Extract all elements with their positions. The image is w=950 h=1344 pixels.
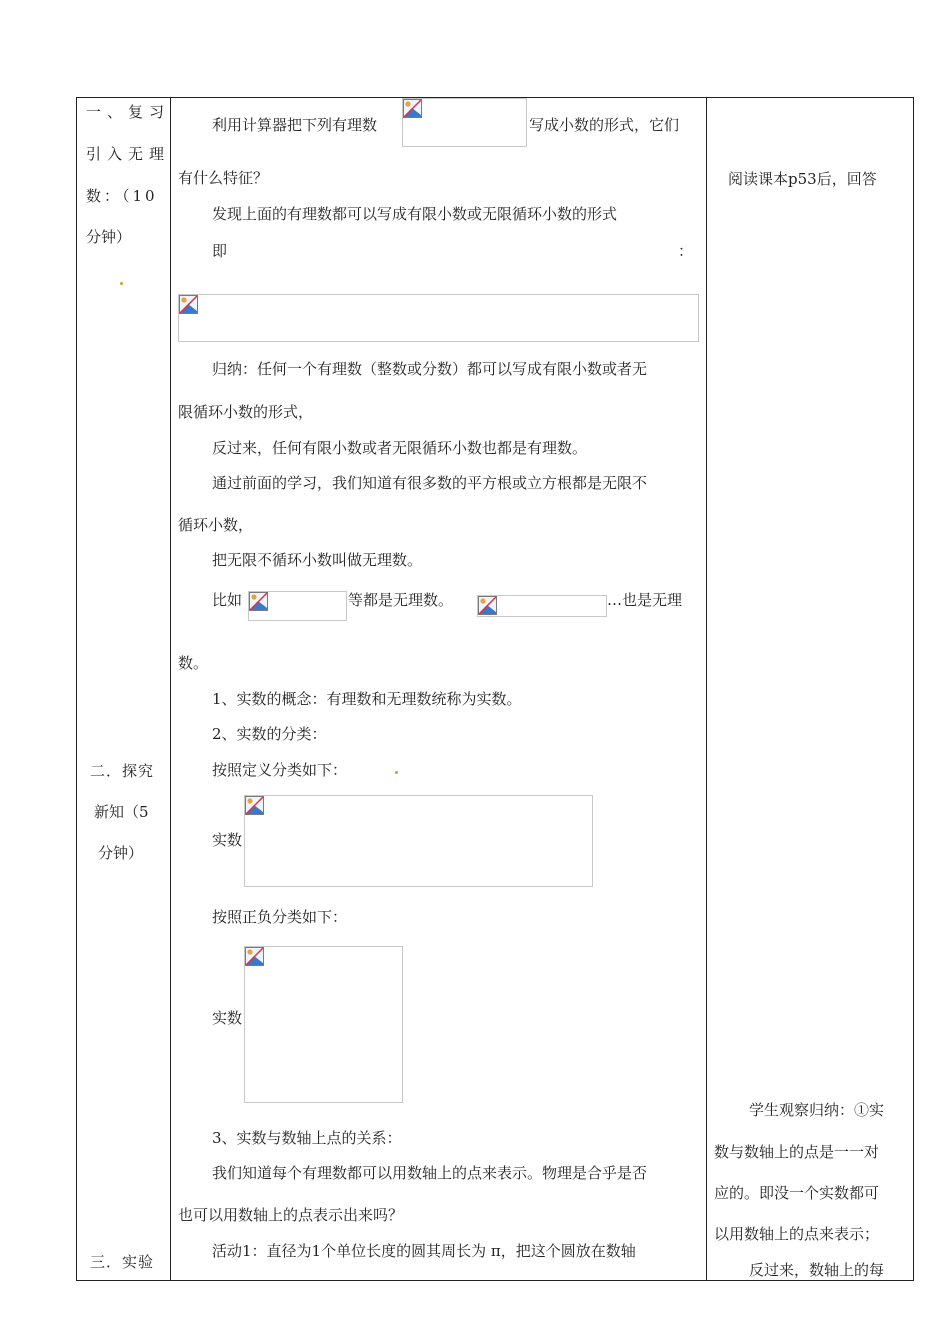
paragraph-7: 把无限不循环小数叫做无理数。 [212,551,423,569]
paragraph-1b: 写成小数的形式，它们 [529,116,680,134]
broken-image-icon [478,596,497,615]
paragraph-6a: 通过前面的学习，我们知道有很多数的平方根或立方根都是无限不 [212,474,648,492]
decorative-dot [120,282,123,285]
paragraph-15: 活动1：直径为1个单位长度的圆其周长为 π，把这个圆放在数轴 [212,1242,636,1260]
paragraph-13: 3、实数与数轴上点的关系： [212,1129,402,1147]
decorative-dot [395,771,398,774]
broken-image-icon [245,947,264,966]
decimal-forms-image [178,294,699,342]
table-divider-2 [706,97,707,1281]
table-right-border [913,97,914,1281]
right-note-2-line-4: 以用数轴上的点来表示； [714,1225,880,1243]
classification-by-sign-image [244,946,403,1103]
right-note-2-line-3: 应的。即没一个实数都可 [714,1184,880,1202]
right-note-1: 阅读课本p53后，回答 [728,170,877,188]
broken-image-icon [245,796,264,815]
paragraph-1a: 利用计算器把下列有理数 [212,116,378,134]
paragraph-2: 发现上面的有理数都可以写成有限小数或无限循环小数的形式 [212,205,618,223]
table-bottom-border [76,1280,914,1281]
broken-image-icon [249,592,268,611]
table-left-border [76,97,77,1281]
section-1-label-line-3: 数：（10 [86,187,158,205]
paragraph-11: 按照定义分类如下： [212,761,348,779]
irrational-examples-image [248,591,347,621]
section-2-label-line-1: 二．探究 [90,762,155,780]
right-note-2-line-5: 反过来，数轴上的每 [749,1261,885,1279]
section-1-label-line-4: 分钟） [86,228,132,246]
paragraph-5: 反过来，任何有限小数或者无限循环小数也都是有理数。 [212,439,588,457]
paragraph-8c: …也是无理 [607,591,683,609]
classification-by-definition-image [244,795,593,887]
right-note-2-line-1: 学生观察归纳：①实 [749,1101,885,1119]
paragraph-6b: 循环小数， [178,516,254,534]
section-2-label-line-3: 分钟） [98,844,144,862]
section-1-label-line-1: 一、复习 [86,103,171,121]
irrational-decimal-image [477,595,607,617]
paragraph-9: 1、实数的概念：有理数和无理数统称为实数。 [212,690,522,708]
paragraph-14b: 也可以用数轴上的点表示出来吗？ [178,1206,404,1224]
paragraph-10: 2、实数的分类： [212,725,327,743]
paragraph-14a: 我们知道每个有理数都可以用数轴上的点来表示。物理是合乎是否 [212,1164,648,1182]
paragraph-4a: 归纳：任何一个有理数（整数或分数）都可以写成有限小数或者无 [212,360,648,378]
paragraph-3: 即 [212,242,228,260]
paragraph-12: 按照正负分类如下： [212,908,348,926]
paragraph-8b: 等都是无理数。 [348,591,454,609]
real-number-label-2: 实数 [212,1009,243,1027]
paragraph-1c: 有什么特征？ [178,169,269,187]
right-note-2-line-2: 数与数轴上的点是一一对 [714,1143,880,1161]
real-number-label-1: 实数 [212,831,243,849]
table-divider-1 [170,97,171,1281]
paragraph-4b: 限循环小数的形式， [178,403,314,421]
section-1-label-line-2: 引入无理 [86,145,171,163]
broken-image-icon [179,295,198,314]
paragraph-8d: 数。 [178,654,209,672]
rational-numbers-image [402,98,527,147]
section-3-label: 三．实验 [90,1253,155,1271]
section-2-label-line-2: 新知（5 [94,803,149,821]
paragraph-3-colon: ： [678,242,694,260]
paragraph-8a: 比如 [212,591,243,609]
broken-image-icon [403,99,422,118]
